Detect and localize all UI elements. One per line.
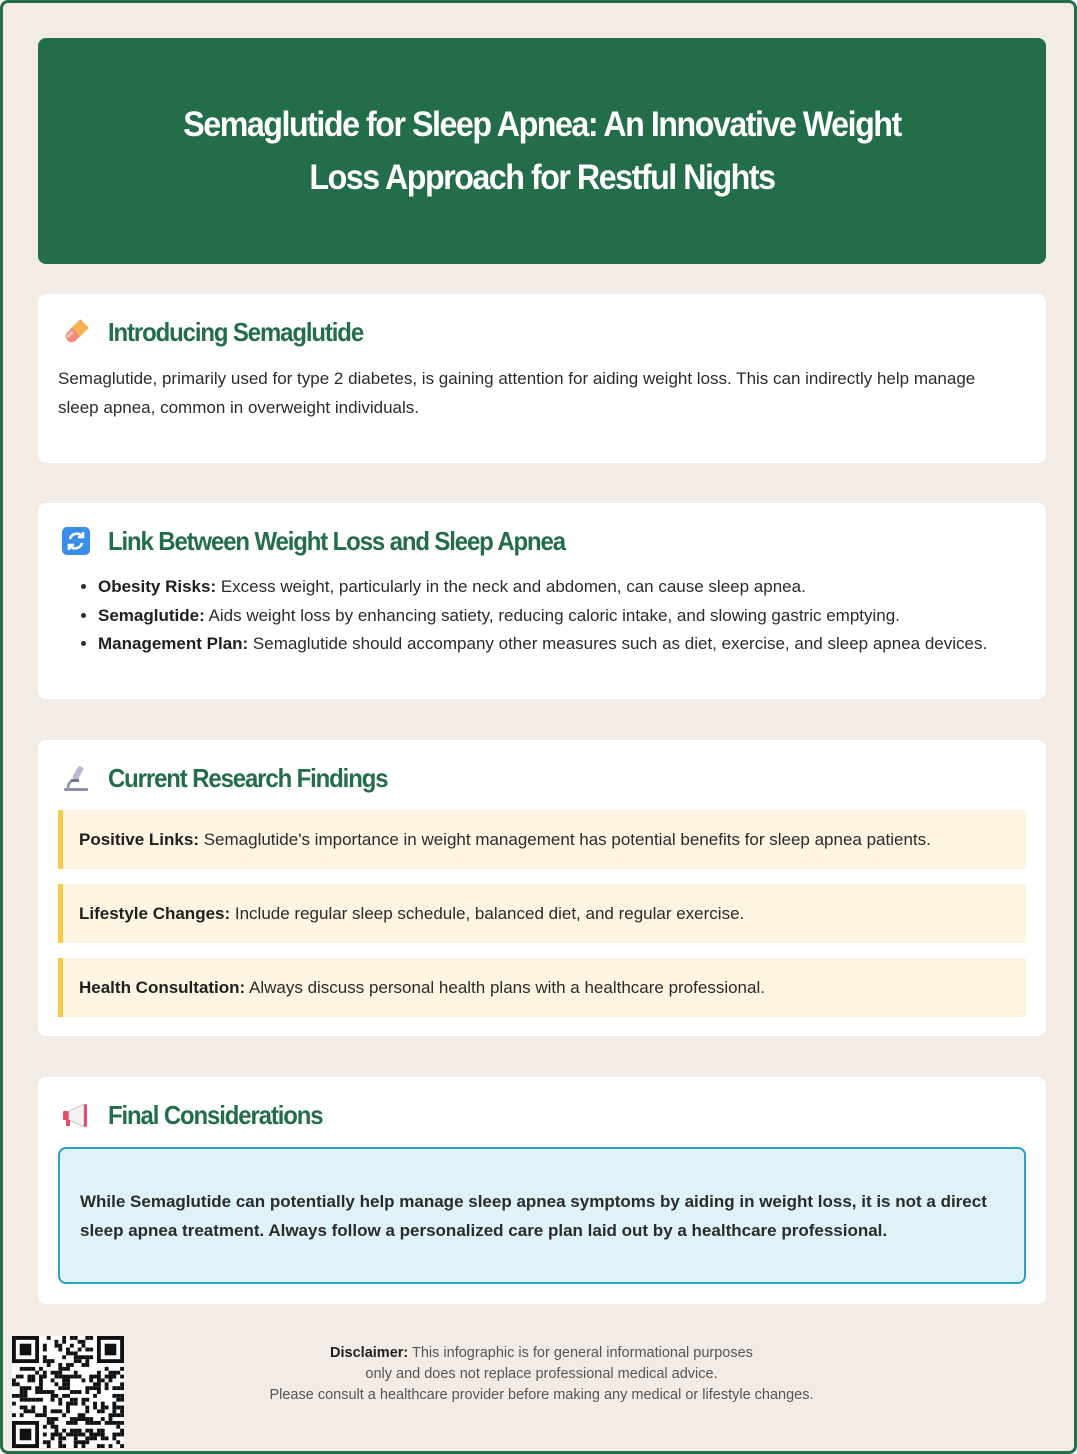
list-item: • Obesity Risks: Excess weight, particularly in the neck and abdomen, can cause sleep apnea. [98, 573, 987, 602]
intro-text: Semaglutide, primarily used for type 2 diabetes, is gaining attention for aiding weight loss. This can indirectly help manage sleep apnea, common in overweight individuals. [58, 369, 976, 417]
finding-item: Positive Links: Semaglutide's importance in weight management has potential benefits for sleep apnea patients. [58, 810, 1026, 869]
list-item: • Management Plan: Semaglutide should accompany other measures such as diet, exercise, and sleep apnea devices. [98, 630, 987, 659]
intro-heading [58, 314, 385, 350]
list-item: • Semaglutide: Aids weight loss by enhancing satiety, reducing caloric intake, and slowing gastric emptying. [98, 602, 987, 631]
final-heading [58, 1097, 341, 1133]
pill-icon [58, 314, 94, 350]
final-title: Final Considerations [108, 1099, 323, 1130]
finding-item: Health Consultation: Always discuss personal health plans with a healthcare professional. [58, 958, 1026, 1017]
research-card [38, 740, 1046, 1036]
header-banner [38, 38, 1046, 264]
disclaimer: Disclaimer: This infographic is for general informational purposes only and does not replace professional medical advice. Please consult a healthcare provider before making any medical or lifestyle changes. [269, 1345, 814, 1403]
final-text: While Semaglutide can potentially help manage sleep apnea symptoms by aiding in weight loss, it is not a direct sleep apnea treatment. Always follow a personalized care plan laid out by a healthcare professional. [80, 1191, 987, 1240]
page-title: Semaglutide for Sleep Apnea: An Innovative Weight Loss Approach for Restful Nights [183, 105, 901, 197]
link-card [38, 503, 1046, 699]
final-callout [58, 1147, 1026, 1284]
finding-item: Lifestyle Changes: Include regular sleep schedule, balanced diet, and regular exercise. [58, 884, 1026, 943]
final-card [38, 1077, 1046, 1304]
megaphone-icon [58, 1097, 94, 1133]
link-title: Link Between Weight Loss and Sleep Apnea [108, 525, 565, 556]
link-list [58, 573, 987, 659]
arrows-cycle-icon [58, 523, 94, 559]
research-heading [58, 760, 412, 796]
link-heading [58, 523, 605, 559]
intro-title: Introducing Semaglutide [108, 316, 364, 347]
intro-card [38, 294, 1046, 463]
research-title: Current Research Findings [108, 762, 388, 793]
disclaimer-label: Disclaimer: [330, 1345, 409, 1361]
microscope-icon [58, 760, 94, 796]
